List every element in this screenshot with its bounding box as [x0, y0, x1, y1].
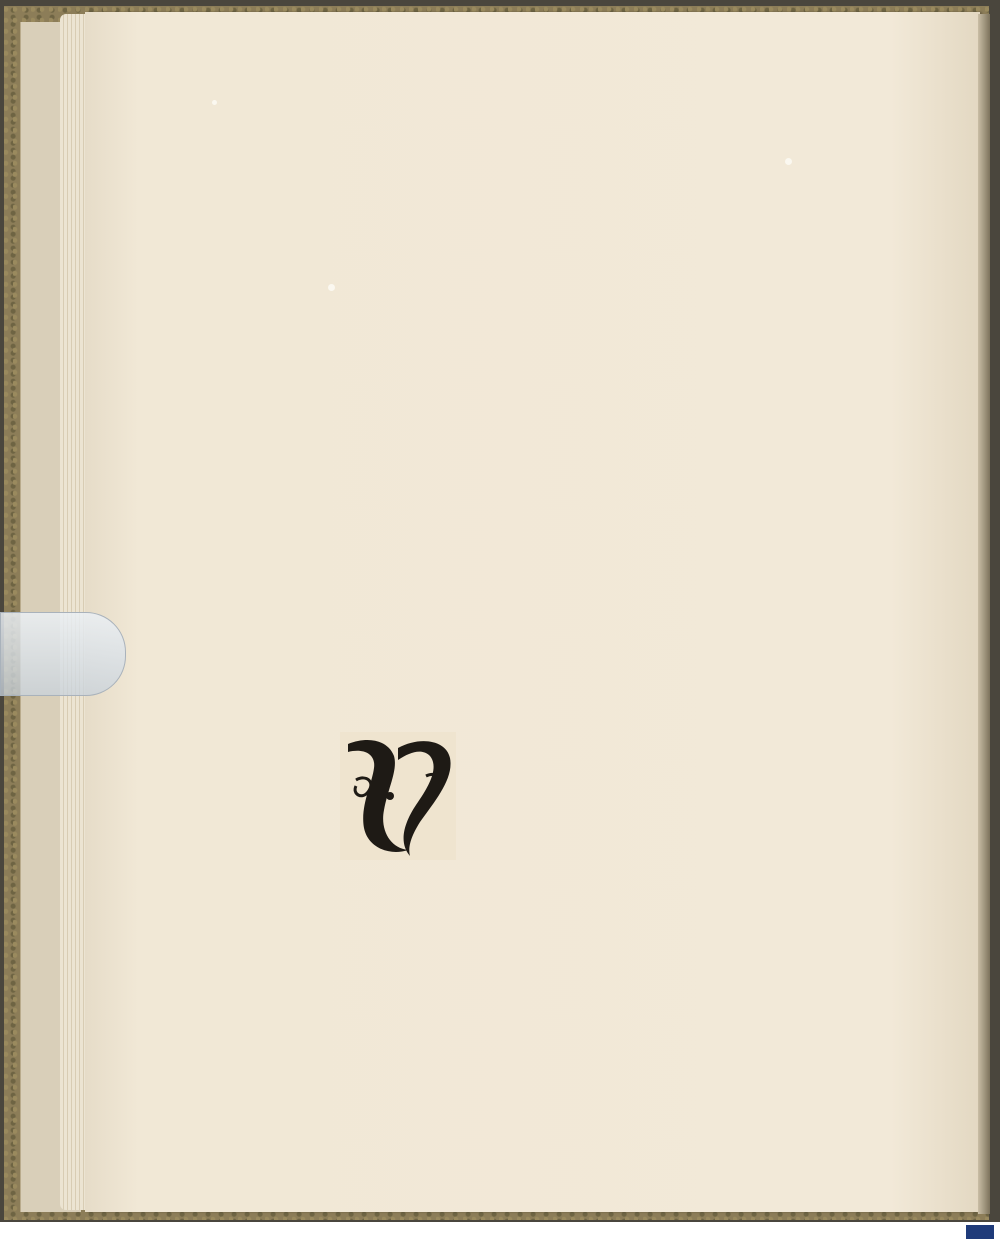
footer-bar	[0, 1222, 1000, 1244]
page-edge	[978, 14, 990, 1214]
book-page	[85, 12, 980, 1212]
decorated-initial	[338, 730, 458, 862]
paper-hole	[328, 284, 335, 291]
paper-hole	[212, 100, 217, 105]
page-clip	[0, 612, 126, 696]
paper-hole	[785, 158, 792, 165]
dfg-logo	[966, 1225, 994, 1239]
